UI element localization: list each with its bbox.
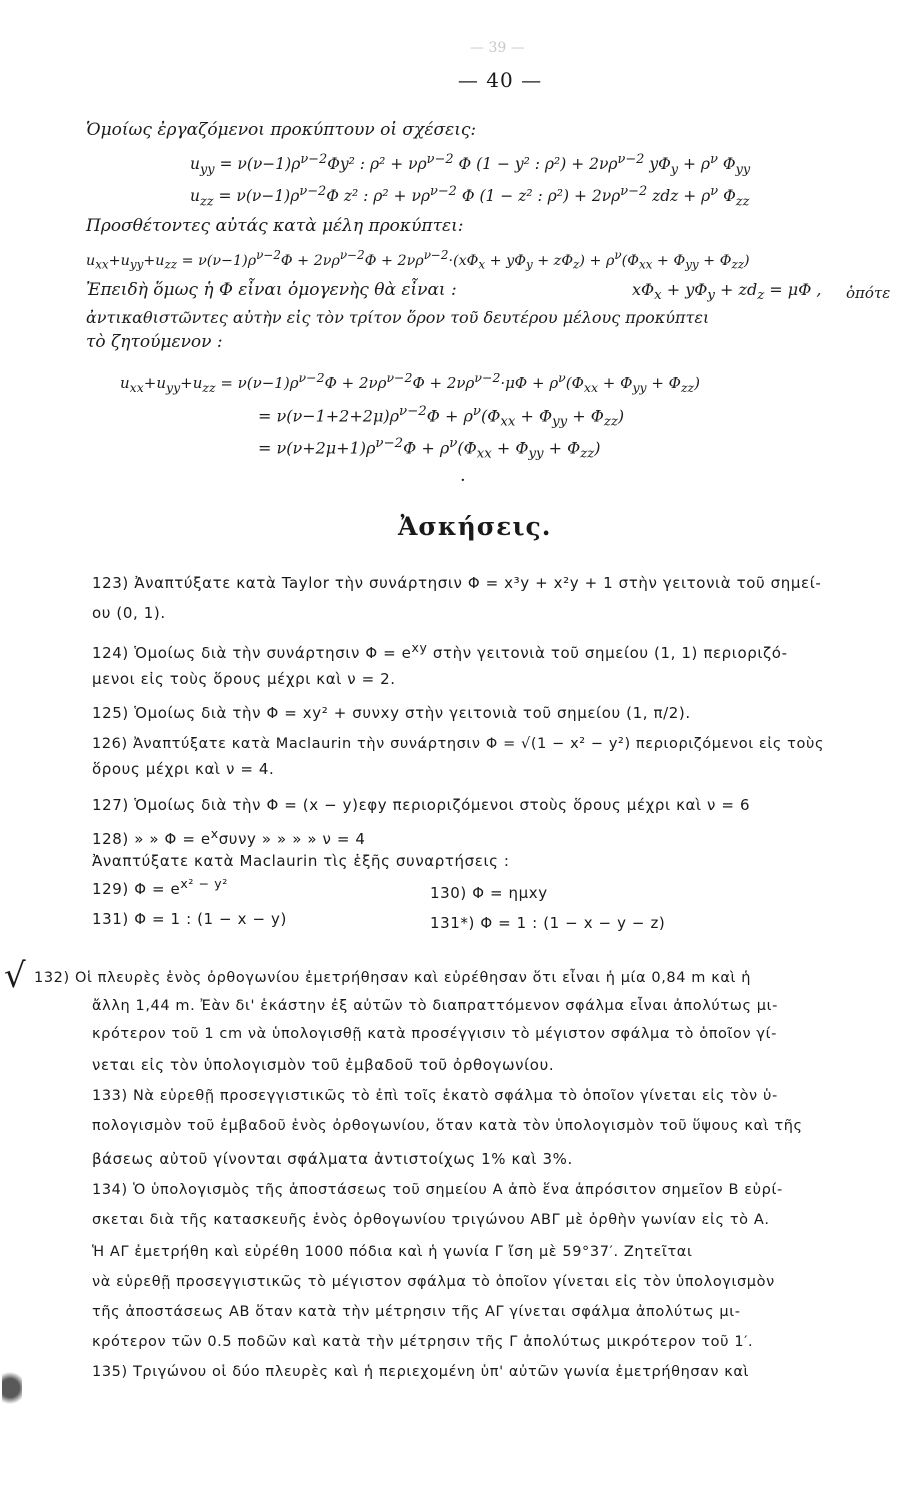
page-number: — 40 — [457,68,543,92]
exercise-131-star: 131*) Φ = 1 : (1 − x − y − z) [430,914,666,932]
exercise-130: 130) Φ = ημxy [430,884,548,902]
exercise-132-cont-1: ἄλλη 1,44 m. Ἐὰν δι' ἑκάστην ἐξ αὐτῶν τὸ διαπραττόμενον σφάλμα εἶναι ἀπολύτως μι- [92,998,778,1014]
result-line-1: $u_{xx}+u_{yy}+u_{zz} = \nu(\nu-1)\rho^{\nu-2}\Phi + 2\nu\rho^{\nu-2}\Phi + 2\nu\rho^{\nu-2}\cdot\mu\Phi + \rho^\nu(\Phi_{xx} + \Phi_{yy} + \Phi_{zz})$ [120,370,700,395]
since-text-end: ὁπότε [846,284,891,302]
exercise-129: 129) $\Phi = e^{x^2 - y^2}$ [92,876,228,898]
exercise-134-cont-1: σκεται διὰ τῆς κατασκευῆς ἑνὸς ὀρθογωνίου τριγώνου ΑΒΓ μὲ ὀρθὴν γωνίαν εἰς τὸ Α. [92,1212,770,1228]
since-text: Ἐπειδὴ ὅμως ἡ Φ εἶναι ὁμογενὴς θὰ εἶναι : [86,280,457,300]
separator-dot: · [460,470,466,491]
equation-uyy: $u_{yy} = \nu(\nu-1)\rho^{\nu-2}\Phi y^2$ : $\rho^2 + \nu\rho^{\nu-2}$ Φ (1 − y² : $\rho^2) + 2\nu\rho^{\nu-2}$ $y\Phi_y + \rho^\nu$ $\Phi_{yy}$ [190,152,751,178]
replace-text-end: τὸ ζητούμενον : [86,332,223,352]
add-line-text: Προσθέτοντες αὐτάς κατὰ μέλη προκύπτει: [86,216,464,236]
exercise-132-cont-2: κρότερον τοῦ 1 cm νὰ ὑπολογισθῇ κατὰ προσέγγισιν τὸ μέγιστον σφάλμα τὸ ὁποῖον γί- [92,1026,777,1042]
result-line-3: = $\nu(\nu+2\mu+1)\rho^{\nu-2}\Phi + \rho^\nu(\Phi_{xx} + \Phi_{yy} + \Phi_{zz})$ [258,436,601,462]
exercise-135: 135) Τριγώνου οἱ δύο πλευρὲς καὶ ἡ περιεχομένη ὑπ' αὐτῶν γωνία ἐμετρήθησαν καὶ [92,1364,750,1380]
exercise-134: 134) Ὁ ὑπολογισμὸς τῆς ἀποστάσεως τοῦ σημείου Α ἀπὸ ἕνα ἀπρόσιτον σημεῖον Β εὑρί- [92,1182,783,1198]
exercise-131: 131) Φ = 1 : (1 − x − y) [92,910,287,928]
equation-sum: $u_{xx}+u_{yy}+u_{zz} = \nu(\nu-1)\rho^{\nu-2}\Phi + 2\nu\rho^{\nu-2}\Phi + 2\nu\rho^{\nu-2}\cdot(x\Phi_x + y\Phi_y + z\Phi_z) + \rho^\nu(\Phi_{xx} + \Phi_{yy} + \Phi_{zz})$ [86,248,750,272]
result-line-2: = $\nu(\nu-1+2+2\mu)\rho^{\nu-2}\Phi + \rho^\nu(\Phi_{xx} + \Phi_{yy} + \Phi_{zz})$ [258,404,625,430]
maclaurin-instruction: Ἀναπτύξατε κατὰ Maclaurin τὶς ἑξῆς συναρτήσεις : [92,852,510,870]
exercise-132: 132) Οἱ πλευρὲς ἑνὸς ὀρθογωνίου ἐμετρήθησαν καὶ εὑρέθησαν ὅτι εἶναι ἡ μία 0,84 m καὶ ἡ [34,970,752,986]
equation-uzz: $u_{zz} = \nu(\nu-1)\rho^{\nu-2}\Phi$ z² : $\rho^2 + \nu\rho^{\nu-2}$ Φ (1 − z² : $\rho^2) + 2\nu\rho^{\nu-2}$ zdz + $\rho^\nu$ $\Phi_{zz}$ [190,184,750,210]
exercise-126: 126) Ἀναπτύξατε κατὰ Maclaurin τὴν συνάρτησιν Φ = √(1 − x² − y²) περιοριζόμενοι εἰς τοὺς [92,736,825,752]
exercises-heading: Ἀσκήσεις. [398,512,552,541]
exercise-133-cont-1: πολογισμὸν τοῦ ἐμβαδοῦ ἑνὸς ὀρθογωνίου, ὅταν κατὰ τὸν ὑπολογισμὸν τοῦ ὕψους καὶ τῆς [92,1118,803,1134]
exercise-133: 133) Νὰ εὑρεθῇ προσεγγιστικῶς τὸ ἐπὶ τοῖς ἑκατὸ σφάλμα τὸ ὁποῖον γίνεται εἰς τὸν ὑ- [92,1088,778,1104]
exercise-124-cont: μενοι εἰς τοὺς ὅρους μέχρι καὶ ν = 2. [92,670,396,688]
check-mark-icon: √ [4,956,26,996]
bleed-through-page-number: — 39 — [470,40,525,56]
exercise-134-cont-2: Ἡ ΑΓ ἐμετρήθη καὶ εὑρέθη 1000 πόδια καὶ ἡ γωνία Γ ἴση μὲ 59°37′. Ζητεῖται [92,1244,693,1260]
exercise-134-cont-4: τῆς ἀποστάσεως ΑΒ ὅταν κατὰ τὴν μέτρησιν τῆς ΑΓ γίνεται σφάλμα ἀπολύτως μι- [92,1304,741,1320]
exercise-134-cont-5: κρότερον τῶν 0.5 ποδῶν καὶ κατὰ τὴν μέτρησιν τῆς Γ ἀπολύτως μικρότερον τοῦ 1′. [92,1334,754,1350]
exercise-133-cont-2: βάσεως αὐτοῦ γίνονται σφάλματα ἀντιστοίχως 1% καὶ 3%. [92,1150,573,1168]
exercise-132-cont-3: νεται εἰς τὸν ὑπολογισμὸν τοῦ ἐμβαδοῦ τοῦ ὀρθογωνίου. [92,1056,555,1074]
exercise-124: 124) Ὁμοίως διὰ τὴν συνάρτησιν $\Phi = e^{xy}$ στὴν γειτονιὰ τοῦ σημείου (1, 1) περιοριζό- [92,640,788,662]
exercise-127: 127) Ὁμοίως διὰ τὴν Φ = (x − y)εφy περιοριζόμενοι στοὺς ὅρους μέχρι καὶ ν = 6 [92,796,751,814]
exercise-128: 128) » » $\Phi = e^x\sigma\upsilon\nu y$ » » » » ν = 4 [92,826,366,848]
exercise-125: 125) Ὁμοίως διὰ τὴν Φ = xy² + συνxy στὴν γειτονιὰ τοῦ σημείου (1, π/2). [92,704,691,722]
exercise-126-cont: ὅρους μέχρι καὶ ν = 4. [92,760,275,778]
exercise-123: 123) Ἀναπτύξατε κατὰ Taylor τὴν συνάρτησιν Φ = x³y + x²y + 1 στὴν γειτονιὰ τοῦ σημεί- [92,574,822,592]
intro-text: Ὁμοίως ἐργαζόμενοι προκύπτουν οἱ σχέσεις: [86,120,477,140]
scan-speck [2,1372,22,1412]
exercise-134-cont-3: νὰ εὑρεθῇ προσεγγιστικῶς τὸ μέγιστον σφάλμα τὸ ὁποῖον γίνεται εἰς τὸν ὑπολογισμὸν [92,1274,775,1290]
replace-text: ἀντικαθιστῶντες αὐτὴν εἰς τὸν τρίτον ὅρον τοῦ δευτέρου μέλους προκύπτει [86,308,710,327]
exercise-123-cont: ου (0, 1). [92,604,166,622]
equation-homogeneous: $x\Phi_x + y\Phi_y + zd_z = \mu\Phi$ , [632,280,822,304]
